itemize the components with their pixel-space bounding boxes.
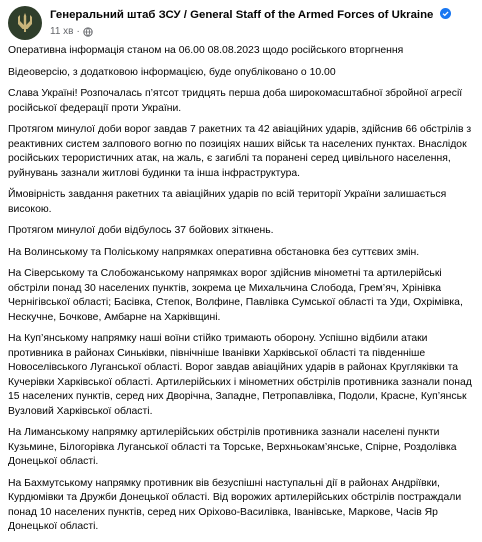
post-paragraph: Оперативна інформація станом на 06.00 08.08.2023 щодо російського вторгнення [8,45,404,56]
post-meta [50,26,93,37]
post-paragraph: Протягом минулої доби відбулось 37 бойових зіткнень. [8,225,274,236]
post-paragraph: На Сіверському та Слобожанському напрямках ворог здійснив мінометні та артилерійські обстріли понад 30 населених пунктів, зокрема це Михальчина Слобода, Грем’яч, Хрінівка Чернігівської області; Басівка, Степок, Волфине, Павлівка Сумської області та Уди, Охрімівка, Нескучне, Бочкове, Амбарне на Харківщині. [8,268,463,323]
page-name: Генеральний штаб ЗСУ / General Staff of the Armed Forces of Ukraine [50,9,434,21]
post-paragraph: Ймовірність завдання ракетних та авіаційних ударів по всій території України залишається високою. [8,189,447,215]
post-paragraph: На Волинському та Поліському напрямках оперативна обстановка без суттєвих змін. [8,246,420,258]
post-paragraph: На Куп’янському напрямку наші воїни стійко тримають оборону. Успішно відбили атаки противника в районах Синьківки, північніше Іванівки Харківської області та південніше Новоселівського Луганської області. Ворог завдав авіаційних ударів в районах Кругляківки та Кучерівки Харківської області. Артилерійських і мінометних обстрілів противника зазнали понад 15 населених пунктів, серед них Дворічна, Западне, Петропавлівка, Подоли, Красне, Куп’янськ Вузловий Харківської області. [8,333,472,417]
globe-icon [83,27,93,37]
trident-emblem-icon [15,12,35,34]
post-paragraph: На Бахмутському напрямку противник вів безуспішні наступальні дії в районах Андріївки, Курдюмівки та Дружби Донецької області. Від ворожих артилерійських обстрілів постраждали понад 10 населених пунктів, серед них Оріхово-Василівка, Іванівське, Маркове, Часів Яр Донецької області. [8,477,462,532]
page-avatar[interactable] [8,6,42,40]
meta-separator: · [76,26,80,37]
post-header [8,6,474,42]
verified-badge-icon [440,8,451,19]
post-paragraph: Відеоверсію, з додатковою інформацією, буде опубліковано о 10.00 [8,66,336,78]
post-body [8,44,474,542]
page-name-link[interactable] [50,8,451,21]
post-paragraph: На Лиманському напрямку артилерійських обстрілів противника зазнали населені пункти Кузьмине, Білогорівка Луганської області та Торське, Верхньокам’янське, Спірне, Роздолівка Донецької області. [8,427,457,467]
post-paragraph: Слава Україні! Розпочалась п’ятсот тридцять перша доба широкомасштабної збройної агресії російської федерації проти України. [8,88,463,114]
post-timestamp[interactable]: 11 хв [50,26,74,37]
post-paragraph: Протягом минулої доби ворог завдав 7 ракетних та 42 авіаційних ударів, здійснив 66 обстрілів з реактивних систем залпового вогню по позиціях наших військ та населених пунктах. Внаслідок російських терористичних атак, на жаль, є загиблі та поранені серед цивільного населення, руйнувань зазнали житлові будинки та інша інфраструктура. [8,124,472,179]
